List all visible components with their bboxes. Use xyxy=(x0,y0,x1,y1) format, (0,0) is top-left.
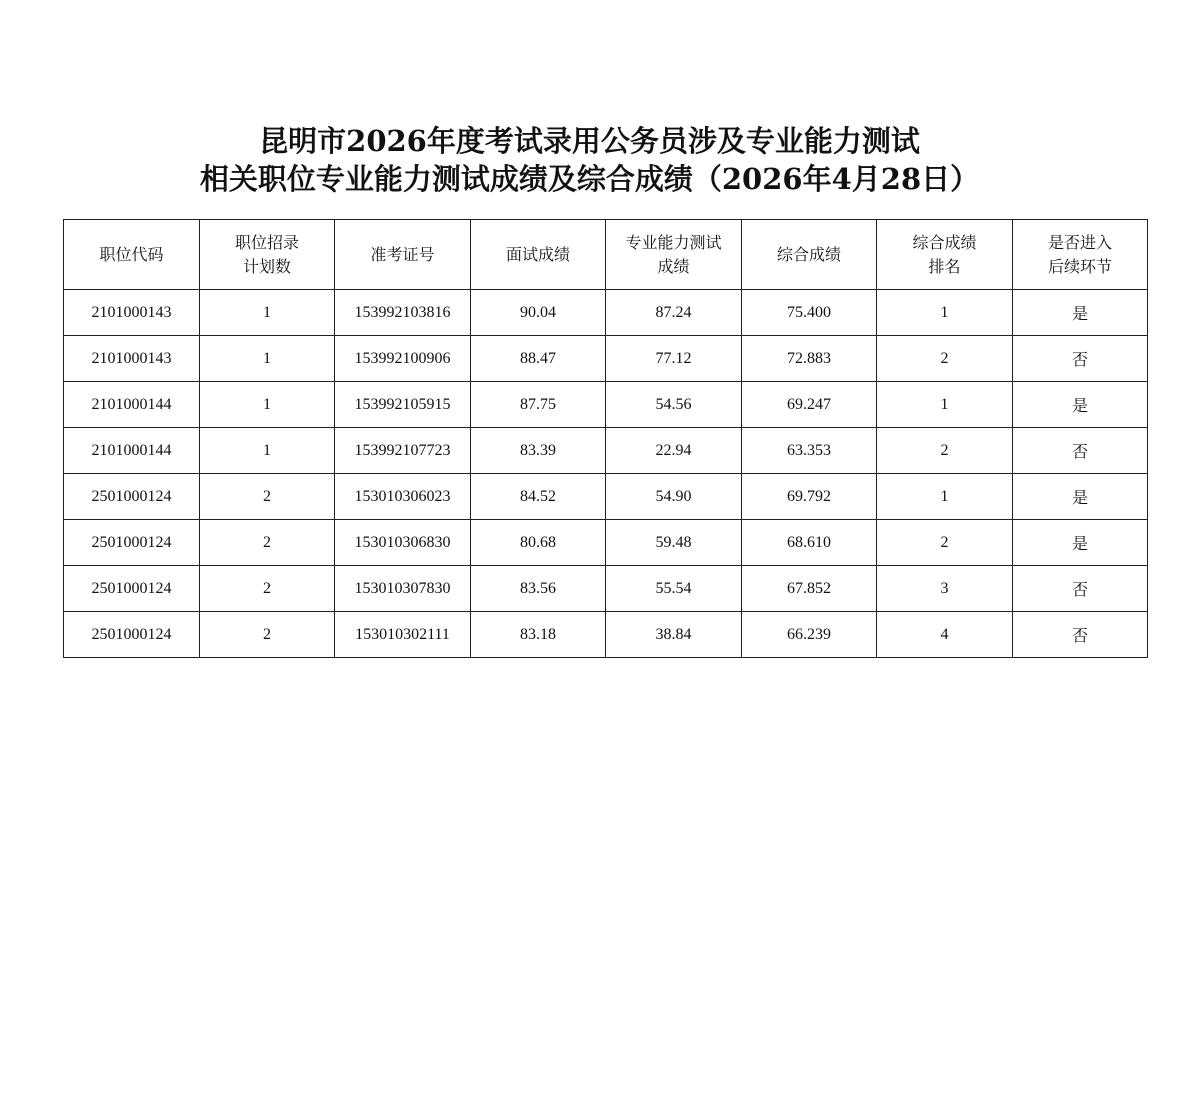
cell-admission-number: 153010307830 xyxy=(335,566,471,612)
table-header-row xyxy=(64,220,1148,290)
cell-position-code: 2501000124 xyxy=(64,520,200,566)
cell-next-stage: 否 xyxy=(1013,336,1148,382)
cell-recruit-plan: 2 xyxy=(200,520,335,566)
cell-composite-score: 68.610 xyxy=(742,520,877,566)
cell-ability-test-score: 59.48 xyxy=(606,520,742,566)
cell-composite-score: 75.400 xyxy=(742,290,877,336)
cell-interview-score: 83.39 xyxy=(471,428,606,474)
cell-ability-test-score: 54.90 xyxy=(606,474,742,520)
cell-recruit-plan: 1 xyxy=(200,382,335,428)
cell-next-stage: 否 xyxy=(1013,612,1148,658)
header-ability-test-score: 专业能力测试 成绩 xyxy=(606,220,742,290)
table-row xyxy=(64,474,1148,520)
cell-ability-test-score: 38.84 xyxy=(606,612,742,658)
cell-next-stage: 是 xyxy=(1013,290,1148,336)
cell-composite-rank: 3 xyxy=(877,566,1013,612)
cell-composite-rank: 1 xyxy=(877,382,1013,428)
cell-ability-test-score: 54.56 xyxy=(606,382,742,428)
cell-position-code: 2501000124 xyxy=(64,612,200,658)
document-title xyxy=(0,122,1179,198)
cell-admission-number: 153010306830 xyxy=(335,520,471,566)
header-interview-score: 面试成绩 xyxy=(471,220,606,290)
header-composite-score: 综合成绩 xyxy=(742,220,877,290)
cell-position-code: 2501000124 xyxy=(64,474,200,520)
cell-composite-score: 67.852 xyxy=(742,566,877,612)
cell-composite-score: 69.792 xyxy=(742,474,877,520)
cell-admission-number: 153992107723 xyxy=(335,428,471,474)
cell-recruit-plan: 1 xyxy=(200,336,335,382)
cell-admission-number: 153010306023 xyxy=(335,474,471,520)
cell-next-stage: 是 xyxy=(1013,382,1148,428)
cell-composite-rank: 2 xyxy=(877,428,1013,474)
cell-interview-score: 83.56 xyxy=(471,566,606,612)
cell-position-code: 2101000144 xyxy=(64,382,200,428)
cell-ability-test-score: 87.24 xyxy=(606,290,742,336)
cell-recruit-plan: 1 xyxy=(200,428,335,474)
cell-admission-number: 153010302111 xyxy=(335,612,471,658)
cell-interview-score: 80.68 xyxy=(471,520,606,566)
cell-admission-number: 153992100906 xyxy=(335,336,471,382)
cell-interview-score: 83.18 xyxy=(471,612,606,658)
title-line-2: 相关职位专业能力测试成绩及综合成绩（2026年4月28日） xyxy=(199,162,980,196)
cell-composite-rank: 2 xyxy=(877,520,1013,566)
cell-interview-score: 84.52 xyxy=(471,474,606,520)
cell-admission-number: 153992103816 xyxy=(335,290,471,336)
cell-next-stage: 否 xyxy=(1013,428,1148,474)
cell-recruit-plan: 2 xyxy=(200,566,335,612)
cell-composite-score: 69.247 xyxy=(742,382,877,428)
cell-composite-score: 66.239 xyxy=(742,612,877,658)
cell-ability-test-score: 55.54 xyxy=(606,566,742,612)
cell-interview-score: 87.75 xyxy=(471,382,606,428)
table-row xyxy=(64,428,1148,474)
cell-composite-rank: 1 xyxy=(877,290,1013,336)
header-admission-number: 准考证号 xyxy=(335,220,471,290)
table-row xyxy=(64,290,1148,336)
table-row xyxy=(64,382,1148,428)
cell-composite-score: 72.883 xyxy=(742,336,877,382)
cell-composite-rank: 4 xyxy=(877,612,1013,658)
cell-ability-test-score: 22.94 xyxy=(606,428,742,474)
cell-composite-score: 63.353 xyxy=(742,428,877,474)
table-row xyxy=(64,336,1148,382)
cell-interview-score: 90.04 xyxy=(471,290,606,336)
cell-composite-rank: 2 xyxy=(877,336,1013,382)
results-table xyxy=(63,219,1148,658)
table-row xyxy=(64,520,1148,566)
header-position-code: 职位代码 xyxy=(64,220,200,290)
cell-position-code: 2101000143 xyxy=(64,336,200,382)
header-composite-rank: 综合成绩 排名 xyxy=(877,220,1013,290)
cell-position-code: 2101000143 xyxy=(64,290,200,336)
title-line-1: 昆明市2026年度考试录用公务员涉及专业能力测试 xyxy=(259,124,920,158)
cell-position-code: 2501000124 xyxy=(64,566,200,612)
cell-next-stage: 是 xyxy=(1013,520,1148,566)
table-row xyxy=(64,612,1148,658)
cell-ability-test-score: 77.12 xyxy=(606,336,742,382)
table-row xyxy=(64,566,1148,612)
header-next-stage: 是否进入 后续环节 xyxy=(1013,220,1148,290)
cell-recruit-plan: 1 xyxy=(200,290,335,336)
cell-next-stage: 否 xyxy=(1013,566,1148,612)
header-recruit-plan: 职位招录 计划数 xyxy=(200,220,335,290)
cell-position-code: 2101000144 xyxy=(64,428,200,474)
cell-recruit-plan: 2 xyxy=(200,474,335,520)
cell-interview-score: 88.47 xyxy=(471,336,606,382)
cell-next-stage: 是 xyxy=(1013,474,1148,520)
cell-admission-number: 153992105915 xyxy=(335,382,471,428)
cell-recruit-plan: 2 xyxy=(200,612,335,658)
cell-composite-rank: 1 xyxy=(877,474,1013,520)
